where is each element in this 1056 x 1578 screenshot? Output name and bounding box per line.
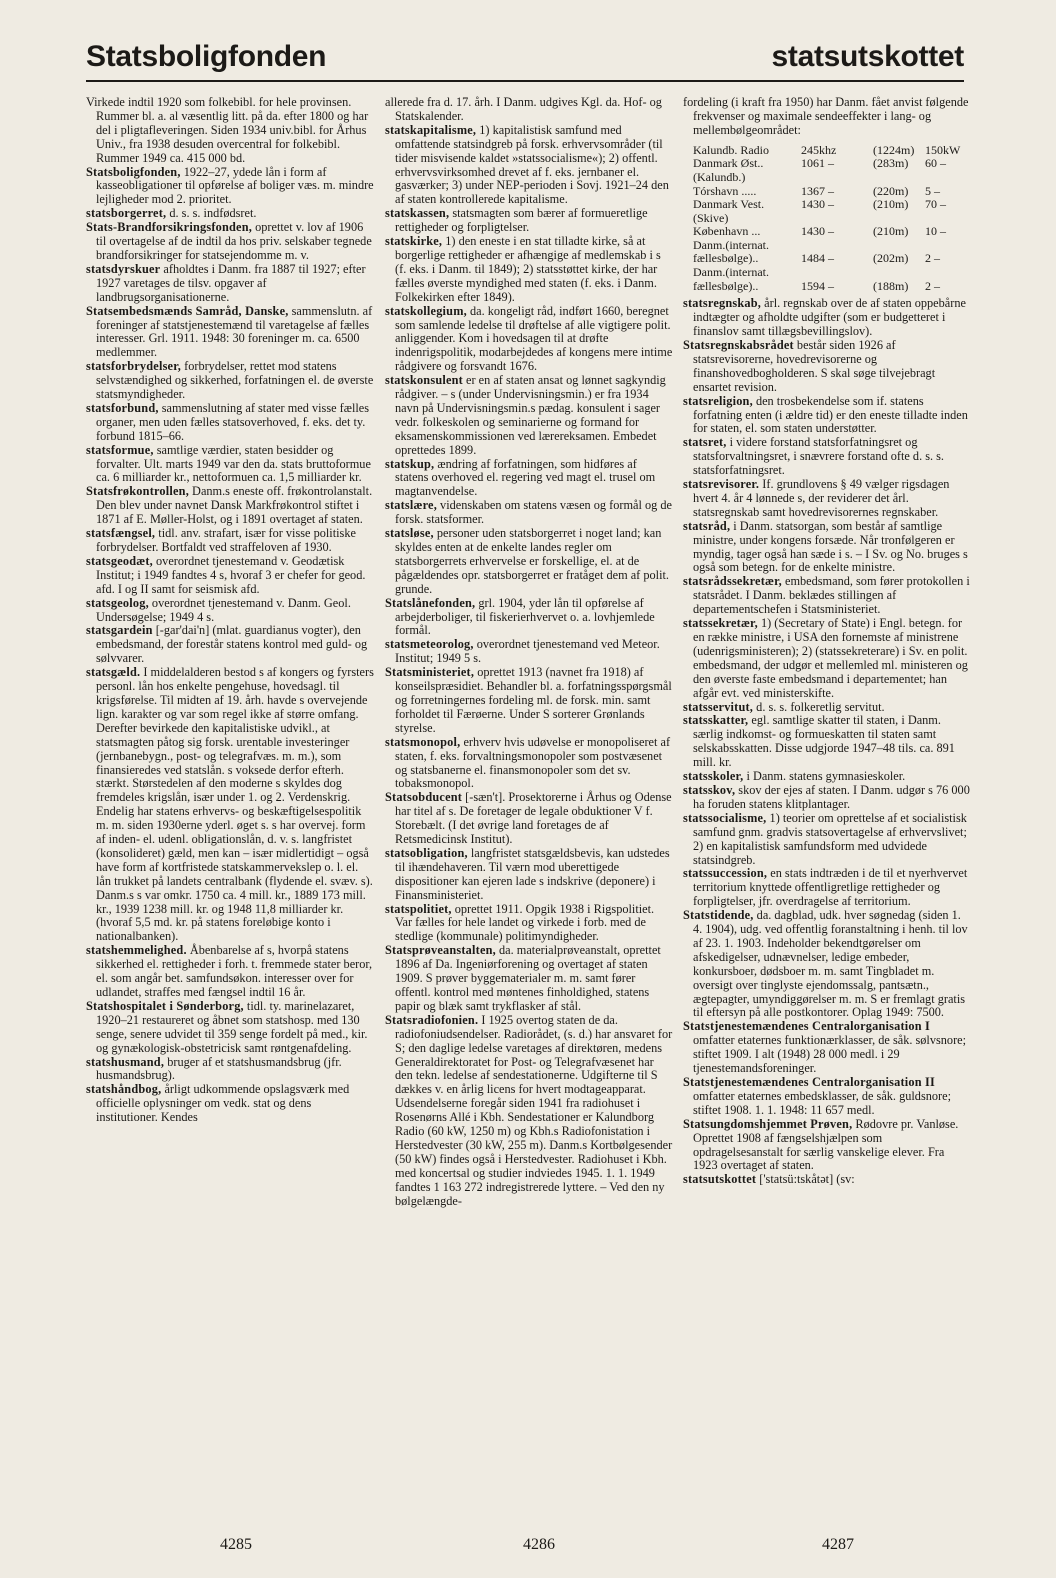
entry-headword: statsgeolog, [86, 595, 149, 610]
radio-table-cell [801, 266, 873, 280]
dictionary-entry [385, 944, 673, 1014]
entry-definition: oprettet 1911. Opgik 1938 i Rigspolitiet. Var fælles for hele landet og virkede i forb. med de stedlige (kommunale) politimyndigheder. [395, 901, 655, 944]
dictionary-entry [86, 166, 374, 208]
entry-headword: statssuccession, [683, 866, 768, 881]
entry-definition: omfatter etaternes funktionærklasser, de såk. sølvsnore; stiftet 1909. I alt (1948) 28 000 medl. i 29 tjenestemandsforeninger. [693, 1033, 967, 1076]
entry-definition: oprettet v. lov af 1906 til overtagelse af de indtil da hos priv. selskaber tegnede brandforsikringer for statsejendomme m. v. [96, 220, 372, 262]
entry-headword: statsservitut, [683, 699, 754, 714]
radio-table-cell [873, 171, 925, 185]
radio-table-cell [925, 266, 965, 280]
radio-table-cell [801, 239, 873, 253]
entry-headword: statsskoler, [683, 769, 744, 784]
radio-table-cell: 2 – [925, 278, 940, 293]
radio-table-cell: 1367 – [801, 183, 834, 198]
entry-headword: Statslånefonden, [385, 595, 476, 610]
dictionary-entry [385, 458, 673, 500]
radio-table-cell: Danmark Øst.. [693, 156, 764, 171]
entry-definition: sammenslutn. af foreninger af statstjenestemænd til varetagelse af fælles interesser. Grl. 1911. 1948: 30 foreninger m. ca. 6500 medlemmer. [96, 303, 373, 360]
entry-definition: overordnet tjenestemand v. Danm. Geol. Undersøgelse; 1949 4 s. [96, 595, 351, 624]
entry-definition: en stats indtræden i de til et nyerhvervet territorium knyttede offentligretlige rettigheder og forpligtelser, jfr. overdragelse af territorium. [693, 866, 968, 909]
entry-headword: statsutskottet [683, 1172, 757, 1187]
dictionary-entry [683, 575, 971, 617]
entry-definition: [-gar'dai'n] (mlat. guardianus vogter), den embedsmand, der forestår statens kontrol med guld- og sølvvarer. [96, 623, 368, 666]
entry-definition: 1) den eneste i en stat tilladte kirke, så at borgerlige rettigheder er afhængige af medlemskab i s (f. eks. i Danm. til 1849); 2) statsstøttet kirke, der har fælles øverste myndighed med staten (f. eks. i Danm. Folkekirken efter 1849). [395, 234, 661, 304]
entry-definition: i videre forstand statsforfatningsret og statsforvaltningsret, i snævrere forstand ofte d. s. s. statsforfatningsret. [693, 435, 945, 478]
entry-headword: statsformue, [86, 442, 154, 457]
radio-table-cell: Danm.(internat. [693, 265, 769, 280]
entry-definition: da. kongeligt råd, indført 1660, beregnet som samlende ledelse til drøftelse af alle vigtigere polit. anliggender. Kom i hovedsagen til at drøfte indenrigspolitik, modarbejdedes af kongens mere intime rådgivere og forsvandt 1676. [395, 303, 673, 374]
radio-table-cell: 10 – [925, 224, 946, 239]
dictionary-entry [86, 1000, 374, 1056]
entry-definition: Virkede indtil 1920 som folkebibl. for hele provinsen. Rummer bl. a. al væsentlig litt. på da. efter 1800 og har del i pligtafleveringen. Siden 1934 univ.bibl. for Århus Univ., fra 1938 desuden overcentral for folkebibl. Rummer 1949 ca. 415 000 bd. [86, 95, 369, 165]
entry-definition: 1) (Secretary of State) i Engl. betegn. for en række ministre, i USA den fornemste af ministrene (udenrigsministeren); 2) (statssekreterare) i Sv. en polit. embedsmand, der udgør et mellemled ml. ministeren og den øverste faste embedsmand i departementet; han afgår evt. ved ministerskifte. [693, 616, 968, 700]
dictionary-entry [385, 499, 673, 527]
dictionary-entry [385, 666, 673, 736]
entry-headword: statsforbund, [86, 400, 159, 415]
dictionary-entry [86, 360, 374, 402]
entry-headword: Statsungdomshjemmet Prøven, [683, 1116, 853, 1131]
radio-table-row [693, 212, 971, 226]
radio-table-row [693, 252, 971, 266]
radio-table-cell: 1594 – [801, 278, 834, 293]
entry-headword: statsreligion, [683, 393, 753, 408]
entry-definition: d. s. s. folkeretlig servitut. [753, 699, 885, 714]
entry-headword: Statsobducent [385, 790, 463, 805]
entry-definition: personer uden statsborgerret i noget land; kan skyldes enten at de enkelte landes regler om statsborgerrets erhvervelse er forskellige, el. at de pågældendes opr. statsborgerret er fratåget dem af polit. grunde. [395, 526, 669, 596]
radio-table-cell [873, 212, 925, 226]
entry-definition: d. s. s. indfødsret. [166, 206, 257, 221]
dictionary-entry [385, 903, 673, 945]
dictionary-entry [86, 666, 374, 944]
entry-headword: statsskatter, [683, 713, 749, 728]
entry-definition: statsmagten som bærer af formueretlige rettigheder og forpligtelser. [395, 206, 648, 235]
dictionary-entry [385, 597, 673, 639]
column-1 [86, 96, 374, 1125]
entry-headword: statshusmand, [86, 1054, 165, 1069]
entry-definition: If. grundlovens § 49 vælger rigsdagen hvert 4. år 4 lønnede s, der reviderer det årl. statsregnskab samt hovedrevisorernes regnskaber. [693, 477, 950, 519]
radio-table-cell: (188m) [873, 278, 909, 293]
entry-headword: statskonsulent [385, 373, 463, 388]
entry-definition: 1) teorier om oprettelse af et socialistisk samfund gnm. gradvis statsovertagelse af erhvervslivet; 2) en kapitalistisk samfundsform med udvidede statsindgreb. [693, 810, 967, 867]
dictionary-entry [683, 1173, 971, 1187]
entry-definition: egl. samtlige skatter til staten, i Danm. særlig indkomst- og formueskatten til staten samt selskabsskatten. Disse udgjorde 1947–48 tils. ca. 891 mill. kr. [693, 713, 955, 770]
entry-definition: 1922–27, ydede lån i form af kasseobligationer til opførelse af boliger væs. m. mindre lejligheder mod 2. prioritet. [96, 164, 374, 207]
radio-table-cell [925, 239, 965, 253]
dictionary-entry [683, 812, 971, 868]
dictionary-entry [683, 478, 971, 520]
dictionary-entry [385, 96, 673, 124]
entry-headword: statsobligation, [385, 845, 468, 860]
radio-table-cell: 1484 – [801, 251, 834, 266]
column-3 [683, 96, 971, 1187]
entry-headword: statsmonopol, [385, 734, 461, 749]
dictionary-entry [86, 444, 374, 486]
entry-headword: statsmeteorolog, [385, 637, 474, 652]
dictionary-entry [385, 124, 673, 207]
entry-headword: Statsembedsmænds Samråd, Danske, [86, 303, 289, 318]
dictionary-entry [683, 1020, 971, 1076]
entry-headword: Stats-Brandforsikringsfonden, [86, 220, 253, 235]
dictionary-entry [86, 305, 374, 361]
radio-table-cell: 1430 – [801, 197, 834, 212]
entry-definition: forbrydelser, rettet mod statens selvstændighed og sikkerhed, forfatningen el. de øverste statsmyndigheder. [96, 359, 374, 402]
dictionary-entry [683, 96, 971, 138]
dictionary-entry [385, 638, 673, 666]
radio-table-cell: 60 – [925, 156, 946, 171]
dictionary-entry [86, 485, 374, 527]
entry-headword: Statstidende, [683, 908, 754, 923]
entry-headword: Statsministeriet, [385, 665, 475, 680]
entry-headword: Statshospitalet i Sønderborg, [86, 998, 244, 1013]
entry-headword: statskassen, [385, 206, 450, 221]
entry-definition: ['statsü:tskåtət] (sv: [756, 1172, 855, 1187]
radio-table-row [693, 144, 971, 158]
entry-headword: statshåndbog, [86, 1082, 162, 1097]
radio-table-cell: 1430 – [801, 224, 834, 239]
entry-definition: overordnet tjenestemand v. Geodætisk Institut; i 1949 fandtes 4 s, hvoraf 3 er chefer for geod. afd. I og II samt for seismisk afd. [96, 553, 366, 596]
entry-headword: Statsfrøkontrollen, [86, 484, 189, 499]
dictionary-entry [683, 909, 971, 1020]
entry-headword: statsregnskab, [683, 296, 762, 311]
radio-table-cell: (210m) [873, 224, 909, 239]
radio-table-cell [801, 212, 873, 226]
header-rule [86, 80, 964, 82]
radio-table-cell: København ... [693, 224, 761, 239]
entry-definition: er en af staten ansat og lønnet sagkyndig rådgiver. – s (under Undervisningsmin.) er fra 1934 navn på Undervisningsmin.s pædag. konsulent i sager vedr. folkeskolen og seminarierne og formand for eksamenskommissionen ved lærereksamen. Embedet oprettedes 1899. [395, 373, 666, 457]
radio-table-cell: 2 – [925, 251, 940, 266]
dictionary-entry [385, 305, 673, 375]
entry-headword: statsdyrskuer [86, 261, 161, 276]
radio-table-row [693, 198, 971, 212]
entry-headword: Statstjenestemændenes Centralorganisation I [683, 1019, 931, 1034]
entry-definition: allerede fra d. 17. årh. I Danm. udgives Kgl. da. Hof- og Statskalender. [385, 95, 662, 123]
radio-table-cell: (Kalundb.) [693, 169, 746, 184]
entry-definition: Danm.s eneste off. frøkontrolanstalt. Den blev under navnet Dansk Markfrøkontrol stiftet i 1871 af E. Møller-Holst, og i 1891 overtaget af staten. [96, 484, 373, 527]
entry-headword: statsrådssekretær, [683, 574, 782, 589]
entry-definition: da. materialprøveanstalt, oprettet 1896 af Da. Ingeniørforening og overtaget af staten 1909. S prøver byggematerialer m. m. samt fører offentl. kontrol med møntenes finholdighed, statens papir og blæk samt trykflasker af stål. [395, 943, 661, 1013]
entry-definition: embedsmand, som fører protokollen i statsrådet. I Danm. beklædes stillingen af departementschefen i Statsministeriet. [693, 574, 970, 617]
dictionary-entry [385, 736, 673, 792]
entry-definition: grl. 1904, yder lån til opførelse af arbejderboliger, til fiskerierhvervet o. a. lovhjemlede formål. [395, 595, 655, 638]
entry-headword: statsløse, [385, 526, 434, 541]
dictionary-entry [86, 96, 374, 166]
entry-definition: 1) kapitalistisk samfund med omfattende statsindgreb på forsk. erhvervsområder (til tider misvisende kaldet »statssocialisme«); 2) offentl. erhvervsvirksomhed drevet af f. eks. jernbaner el. gasværker; 3) under NEP-perioden i Sovj. 1921–24 den af staten kontrollerede kapitalisme. [395, 122, 669, 207]
radio-table-cell: (283m) [873, 156, 909, 171]
dictionary-entry [86, 263, 374, 305]
dictionary-entry [683, 339, 971, 395]
dictionary-entry [86, 597, 374, 625]
entry-definition: tidl. ty. marinelazaret, 1920–21 restaureret og åbnet som statshosp. med 130 senge, senere udvidet til 359 senge fordelt på med., kir. og gynækologisk-obstetricisk samt røntgenafdeling. [96, 998, 368, 1055]
radio-table-cell: 245khz [801, 142, 837, 157]
radio-table-row [693, 280, 971, 294]
entry-headword: statshemmelighed. [86, 943, 187, 958]
entry-headword: statsråd, [683, 518, 731, 533]
entry-definition: overordnet tjenestemand ved Meteor. Institut; 1949 5 s. [395, 637, 660, 666]
dictionary-entry [683, 784, 971, 812]
entry-definition: bruger af et statshusmandsbrug (jfr. husmandsbrug). [96, 1054, 342, 1083]
radio-table-row [693, 239, 971, 253]
entry-headword: statsborgerret, [86, 206, 167, 221]
dictionary-entry [385, 847, 673, 903]
dictionary-entry [86, 1056, 374, 1084]
page-number-left: 4285 [220, 1536, 252, 1553]
entry-headword: statskup, [385, 456, 435, 471]
radio-table-cell: 70 – [925, 197, 946, 212]
entry-definition: består siden 1926 af statsrevisorerne, hovedrevisorerne og finanshovedbogholderen. S skal søge tilvejebragt ensartet revision. [693, 337, 936, 394]
entry-definition: i Danm. statsorgan, som består af samtlige ministre, under kongens forsæde. Når tronfølgeren er myndig, tager også han sæde i s. – I Sv. og No. bruges s også som betegn. for de enkelte ministre. [693, 518, 968, 575]
entry-definition: årl. regnskab over de af staten oppebårne indtægter og afholdte udgifter (som er budgetteret i finanslov samt tillægsbevillingslov). [693, 296, 966, 339]
entry-headword: statsrevisorer. [683, 477, 760, 492]
dictionary-entry [86, 402, 374, 444]
entry-headword: Statsboligfonden, [86, 164, 181, 179]
radio-table-cell: (220m) [873, 183, 909, 198]
radio-table-cell: (Skive) [693, 210, 729, 225]
running-head-left: Statsboligfonden [86, 40, 327, 73]
entry-definition: oprettet 1913 (navnet fra 1918) af konseilspræsidiet. Behandler bl. a. forfatningsspørgsmål og forretningernes fordeling ml. de forsk. min. samt forholdet til Færøerne. Under S sorterer Grønlands styrelse. [395, 665, 672, 735]
dictionary-entry [385, 1014, 673, 1209]
entry-definition: fordeling (i kraft fra 1950) har Danm. fået anvist følgende frekvenser og maximale sendeeffekter i lang- og mellembølgeområdet: [683, 95, 969, 137]
entry-definition: skov der ejes af staten. I Danm. udgør s 76 000 ha foruden statens klitplantager. [693, 782, 970, 811]
dictionary-entry [683, 297, 971, 339]
radio-table-row [693, 266, 971, 280]
dictionary-entry [683, 617, 971, 700]
radio-table-cell: Tórshavn ..... [693, 183, 757, 198]
entry-definition: da. dagblad, udk. hver søgnedag (siden 1. 4. 1904), udg. ved offentlig foranstaltning i henh. til lov af 23. 1. 1903. Indeholder bekendtgørelser om afskedigelser, udnævnelser, ledige embeder, konkursboer, dødsboer m. m. samt Tingbladet m. oversigt over tinglyste ejendomssalg, pantsætn., ægtepagter, umyndiggørelser m. m. S er fremlagt gratis til eftersyn på alle postkontorer. Oplag 1949: 7500. [693, 908, 968, 1020]
dictionary-entry [86, 555, 374, 597]
running-head-right: statsutskottet [771, 40, 964, 73]
entry-headword: statsgæld. [86, 665, 141, 680]
dictionary-entry [385, 235, 673, 305]
radio-table-cell [873, 239, 925, 253]
radio-table-cell: Kalundb. Radio [693, 142, 769, 157]
dictionary-entry [683, 714, 971, 770]
entry-definition: i Danm. statens gymnasieskoler. [743, 769, 906, 784]
entry-headword: statskollegium, [385, 303, 467, 318]
entry-headword: statspolitiet, [385, 901, 452, 916]
radio-table-cell: 150kW [925, 142, 961, 157]
dictionary-entry [683, 1118, 971, 1174]
entry-headword: statsforbrydelser, [86, 359, 182, 374]
entry-definition: den trosbekendelse som if. statens forfatning enten (i ældre tid) er den eneste tilladte inden for staten, el. som staten understøtter. [693, 393, 968, 436]
dictionary-entry [683, 1076, 971, 1118]
entry-headword: statsgeodæt, [86, 553, 153, 568]
radio-table-row [693, 171, 971, 185]
dictionary-entry [683, 867, 971, 909]
page-number-middle: 4286 [523, 1536, 555, 1553]
dictionary-entry [683, 770, 971, 784]
dictionary-entry [86, 221, 374, 263]
dictionary-entry [385, 207, 673, 235]
entry-definition: samtlige værdier, staten besidder og forvalter. Ult. marts 1949 var den da. stats bruttoformue ca. 6 milliarder kr., nettoformuen ca. 1,5 milliarder kr. [96, 442, 371, 485]
radio-table-cell: fællesbølge).. [693, 278, 759, 293]
radio-table-row [693, 185, 971, 199]
dictionary-entry [683, 701, 971, 715]
entry-headword: statssekretær, [683, 616, 758, 631]
page-number-right: 4287 [822, 1536, 854, 1553]
dictionary-entry [86, 527, 374, 555]
entry-headword: Statsregnskabsrådet [683, 337, 794, 352]
dictionary-entry [385, 374, 673, 457]
entry-headword: statslære, [385, 498, 437, 513]
radio-table-row [693, 225, 971, 239]
entry-definition: omfatter etaternes embedsklasser, de såk. guldsnore; stiftet 1908. 1. 1. 1948: 11 657 medl. [693, 1088, 951, 1117]
dictionary-entry [385, 527, 673, 597]
radio-table-cell: fællesbølge).. [693, 251, 759, 266]
radio-table-cell: (1224m) [873, 142, 915, 157]
entry-definition: tidl. anv. strafart, især for visse politiske forbrydelser. Bortfaldt ved straffeloven af 1930. [96, 526, 356, 554]
entry-headword: statskirke, [385, 234, 443, 249]
entry-headword: statsfængsel, [86, 526, 156, 541]
radio-table-cell [801, 171, 873, 185]
entry-headword: statssocialisme, [683, 810, 767, 825]
radio-table-cell: 5 – [925, 183, 940, 198]
radio-table-cell [925, 212, 965, 226]
entry-headword: statsret, [683, 435, 727, 450]
entry-headword: Statsprøveanstalten, [385, 943, 496, 958]
entry-definition: ændring af forfatningen, som hidføres af statens overhoved el. regering ved magt el. trusel om magtanvendelse. [395, 456, 656, 499]
dictionary-entry [683, 395, 971, 437]
entry-definition: videnskaben om statens væsen og formål og de forsk. statsformer. [395, 498, 672, 527]
dictionary-entry [385, 791, 673, 847]
entry-definition: langfristet statsgældsbevis, kan udstedes til ihændehaveren. Til værn mod uberettigede dispositioner kan ejeren lade s indskrive (deponere) i Finansministeriet. [395, 845, 670, 902]
entry-definition: erhverv hvis udøvelse er monopoliseret af staten, f. eks. forvaltningsmonopoler som postvæsenet og statsbanerne el. finansmonopoler som det sv. tobaksmonopol. [395, 734, 671, 791]
dictionary-entry [86, 624, 374, 666]
entry-definition: I 1925 overtog staten de da. radiofoniudsendelser. Radiorådet, (s. d.) har ansvaret for S; den daglige ledelse varetages af direktøren, medens Generaldirektoratet for Post- og Telegrafvæsenet har den tekn. ledelse af sendestationerne. Udgifterne til S dækkes v. en årlig licens for hvert modtageapparat. Udsendelserne foregår siden 1941 fra radiohuset i Rosenørns Allé i Kbh. Sendestationer er Kalundborg Radio (60 kW, 1250 m) og Kbh.s Radiofonistation i Herstedvester (30 kW, 255 m). Danm.s Kortbølgesender (50 kW) findes også i Herstedvester. Radiohuset i Kbh. med koncertsal og studier indviedes 1945. 1. 1. 1949 fandtes 1 163 272 indregistrerede lyttere. – Ved den ny bølgelængde- [395, 1012, 673, 1208]
entry-headword: Statsradiofonien. [385, 1012, 479, 1027]
entry-definition: årligt udkommende opslagsværk med officielle oplysninger om vedk. stat og dens institutioner. Kendes [96, 1082, 350, 1125]
entry-headword: statsgardein [86, 623, 153, 638]
entry-definition: [-sæn't]. Prosektorerne i Århus og Odense har titel af s. De foretager de legale obduktioner V f. Storebælt. (I det øvrige land foretages de af Retsmedicinsk Institut). [395, 790, 672, 847]
radio-table-cell [873, 266, 925, 280]
radio-table-cell: Danm.(internat. [693, 237, 769, 252]
entry-definition: Åbenbarelse af s, hvorpå statens sikkerhed el. rettigheder i forh. t. fremmede stater beror, el. som angår bet. samfundsøkon. interesser over for udlandet, straffes med fængsel indtil 16 år. [96, 943, 373, 999]
radio-frequency-table [693, 144, 971, 294]
entry-definition: Rødovre pr. Vanløse. Oprettet 1908 af fængselshjælpen som opdragelsesanstalt for særlig vanskelige elever. Fra 1923 overtaget af staten. [693, 1116, 959, 1173]
radio-table-row [693, 157, 971, 171]
entry-definition: afholdtes i Danm. fra 1887 til 1927; efter 1927 varetages de tilsv. opgaver af landbrugsorganisationerne. [96, 261, 366, 304]
dictionary-entry [86, 207, 374, 221]
radio-table-cell [925, 171, 965, 185]
dictionary-entry [683, 520, 971, 576]
dictionary-entry [86, 944, 374, 1000]
entry-headword: statskapitalisme, [385, 122, 477, 137]
radio-table-cell: (202m) [873, 251, 909, 266]
entry-headword: Statstjenestemændenes Centralorganisation II [683, 1075, 935, 1089]
dictionary-entry [86, 1083, 374, 1125]
entry-headword: statsskov, [683, 782, 736, 797]
radio-table-cell: 1061 – [801, 156, 834, 171]
dictionary-entry [683, 436, 971, 478]
column-2 [385, 96, 673, 1209]
radio-table-cell: Danmark Vest. [693, 197, 765, 212]
entry-definition: I middelalderen bestod s af kongers og fyrsters personl. lån hos enkelte pengehuse, hovedsagl. til krigsførelse. Til midten af 19. årh. havde s overvejende lign. karakter og var som regel ikke af større omfang. Derefter bevirkede den kapitalistiske udvikl., at statsmagten påtog sig forsk. urentable investeringer (jernbanebygn., post- og telegrafvæs. m. m.), som finansieredes ved statslån. s voksede derfor efterh. stærkt. Størstedelen af den moderne s skyldes dog fremdeles krigslån, især under 1. og 2. Verdenskrig. Endelig har statens erhvervs- og beskæftigelsespolitik m. m. siden 1930erne yderl. øget s. s har overvej. form af inden- el. udenl. obligationslån, d. v. s. langfristet (konsolideret) gæld, men kan – især midlertidigt – også have form af kortfristede statskammervekslер o. l. el. lån trukket på landets centralbank (flydende el. svæv. s). Danm.s s var omkr. 1750 ca. 4 mill. kr., 1889 173 mill. kr., 1939 1238 mill. kr. og 1948 11,8 milliarder kr. (hvoraf 5,5 md. kr. på statens foreløbige konto i nationalbanken). [96, 665, 374, 944]
entry-definition: sammenslutning af stater med visse fælles organer, men uden fælles statsoverhoved, f. eks. det ty. forbund 1815–66. [96, 400, 370, 443]
radio-table-cell: (210m) [873, 197, 909, 212]
